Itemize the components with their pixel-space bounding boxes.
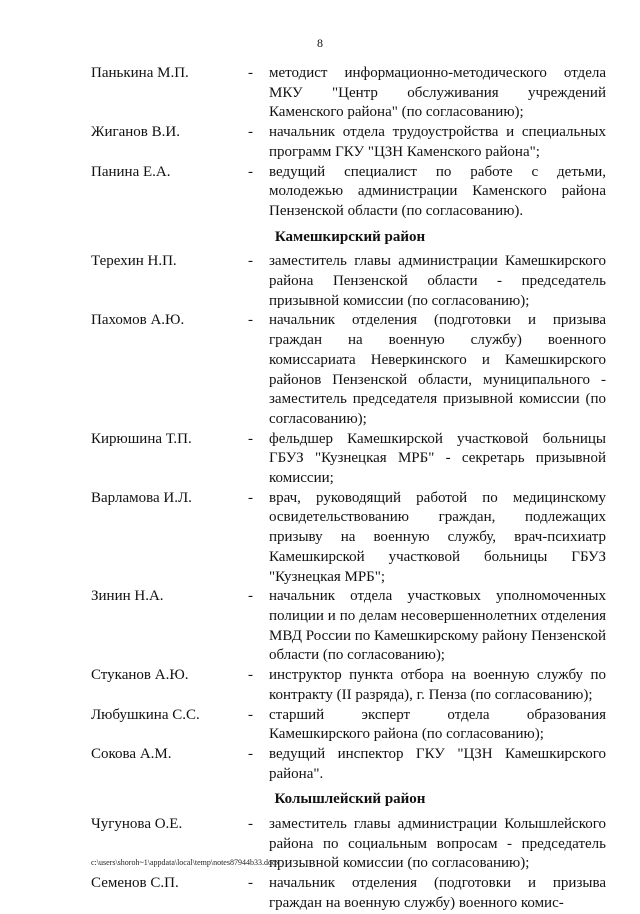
member-entry [91,311,606,429]
page-number: 8 [317,36,323,50]
dash-separator: - [248,745,253,762]
dash-separator: - [248,65,253,81]
member-name: Сокова А.М. [91,745,172,762]
member-name: Стуканов А.Ю. [91,667,189,684]
member-entry [91,706,606,745]
member-name: Терехин Н.П. [91,253,177,270]
member-description: начальник отдела трудоустройства и специальных программ ГКУ "ЦЗН Каменского района"; [269,124,606,160]
section-heading: Колышлейский район [274,791,426,808]
member-name: Жиганов В.И. [91,124,180,141]
dash-separator: - [248,124,253,141]
member-entry [91,666,606,705]
dash-separator: - [248,253,253,270]
dash-separator: - [248,706,253,723]
member-description: начальник отделения (подготовки и призыва граждан на военную службу) военного комиссариата Неверкинского и Камешкирского районов Пензенской области, муниципального - заместитель председателя призывной комиссии (по согласованию); [269,312,606,427]
member-name: Кирюшина Т.П. [91,430,192,447]
member-description: методист информационно-методического отдела МКУ "Центр обслуживания учреждений Каменского района" (по согласованию); [269,65,606,121]
dash-separator: - [248,489,253,506]
member-description: фельдшер Камешкирской участковой больницы ГБУЗ "Кузнецкая МРБ" - секретарь призывной комиссии; [269,430,606,487]
dash-separator: - [248,667,253,684]
member-entry [91,874,606,913]
member-entry [91,163,606,222]
member-entry [91,430,606,489]
member-description: инструктор пункта отбора на военную службу по контракту (II разряда), г. Пенза (по согласованию); [269,667,606,703]
dash-separator: - [248,816,253,833]
dash-separator: - [248,430,253,447]
member-name: Зинин Н.А. [91,588,164,605]
member-entry [91,587,606,666]
member-name: Панькина М.П. [91,65,189,81]
member-name: Чугунова О.Е. [91,816,183,833]
member-name: Пахомов А.Ю. [91,312,185,329]
member-entry [91,64,606,123]
member-entry [91,489,606,588]
section-heading: Камешкирский район [274,228,426,245]
member-description: заместитель главы администрации Колышлейского района по социальным вопросам - председатель призывной комиссии (по согласованию); [269,816,606,872]
member-description: ведущий специалист по работе с детьми, молодежью администрации Каменского района Пензенской области (по согласованию). [269,163,606,219]
footer-path: c:\users\shoroh~1\appdata\local\temp\notes87944b33.docx [91,858,280,867]
member-description: начальник отделения (подготовки и призыва граждан на военную службу) военного комис- [269,875,606,911]
member-name: Любушкина С.С. [91,706,200,723]
member-name: Варламова И.Л. [91,489,192,506]
member-description: заместитель главы администрации Камешкирского района Пензенской области - председатель призывной комиссии (по согласованию); [269,253,606,309]
member-entry [91,745,606,784]
dash-separator: - [248,312,253,329]
member-name: Семенов С.П. [91,875,179,892]
dash-separator: - [248,588,253,605]
member-description: начальник отдела участковых уполномоченных полиции и по делам несовершеннолетних отделения МВД России по Камешкирскому району Пензенской области (по согласованию); [269,588,606,664]
member-description: ведущий инспектор ГКУ "ЦЗН Камешкирского района". [269,745,606,782]
member-description: врач, руководящий работой по медицинскому освидетельствованию граждан, подлежащих призыву на военную службу, врач-психиатр Камешкирской участковой больницы ГБУЗ "Кузнецкая МРБ"; [269,489,606,585]
member-description: старший эксперт отдела образования Камешкирского района (по согласованию); [269,706,606,743]
dash-separator: - [248,163,253,180]
document-body [0,64,640,914]
member-name: Панина Е.А. [91,163,171,180]
member-entry [91,252,606,311]
dash-separator: - [248,875,253,892]
member-entry [91,123,606,162]
